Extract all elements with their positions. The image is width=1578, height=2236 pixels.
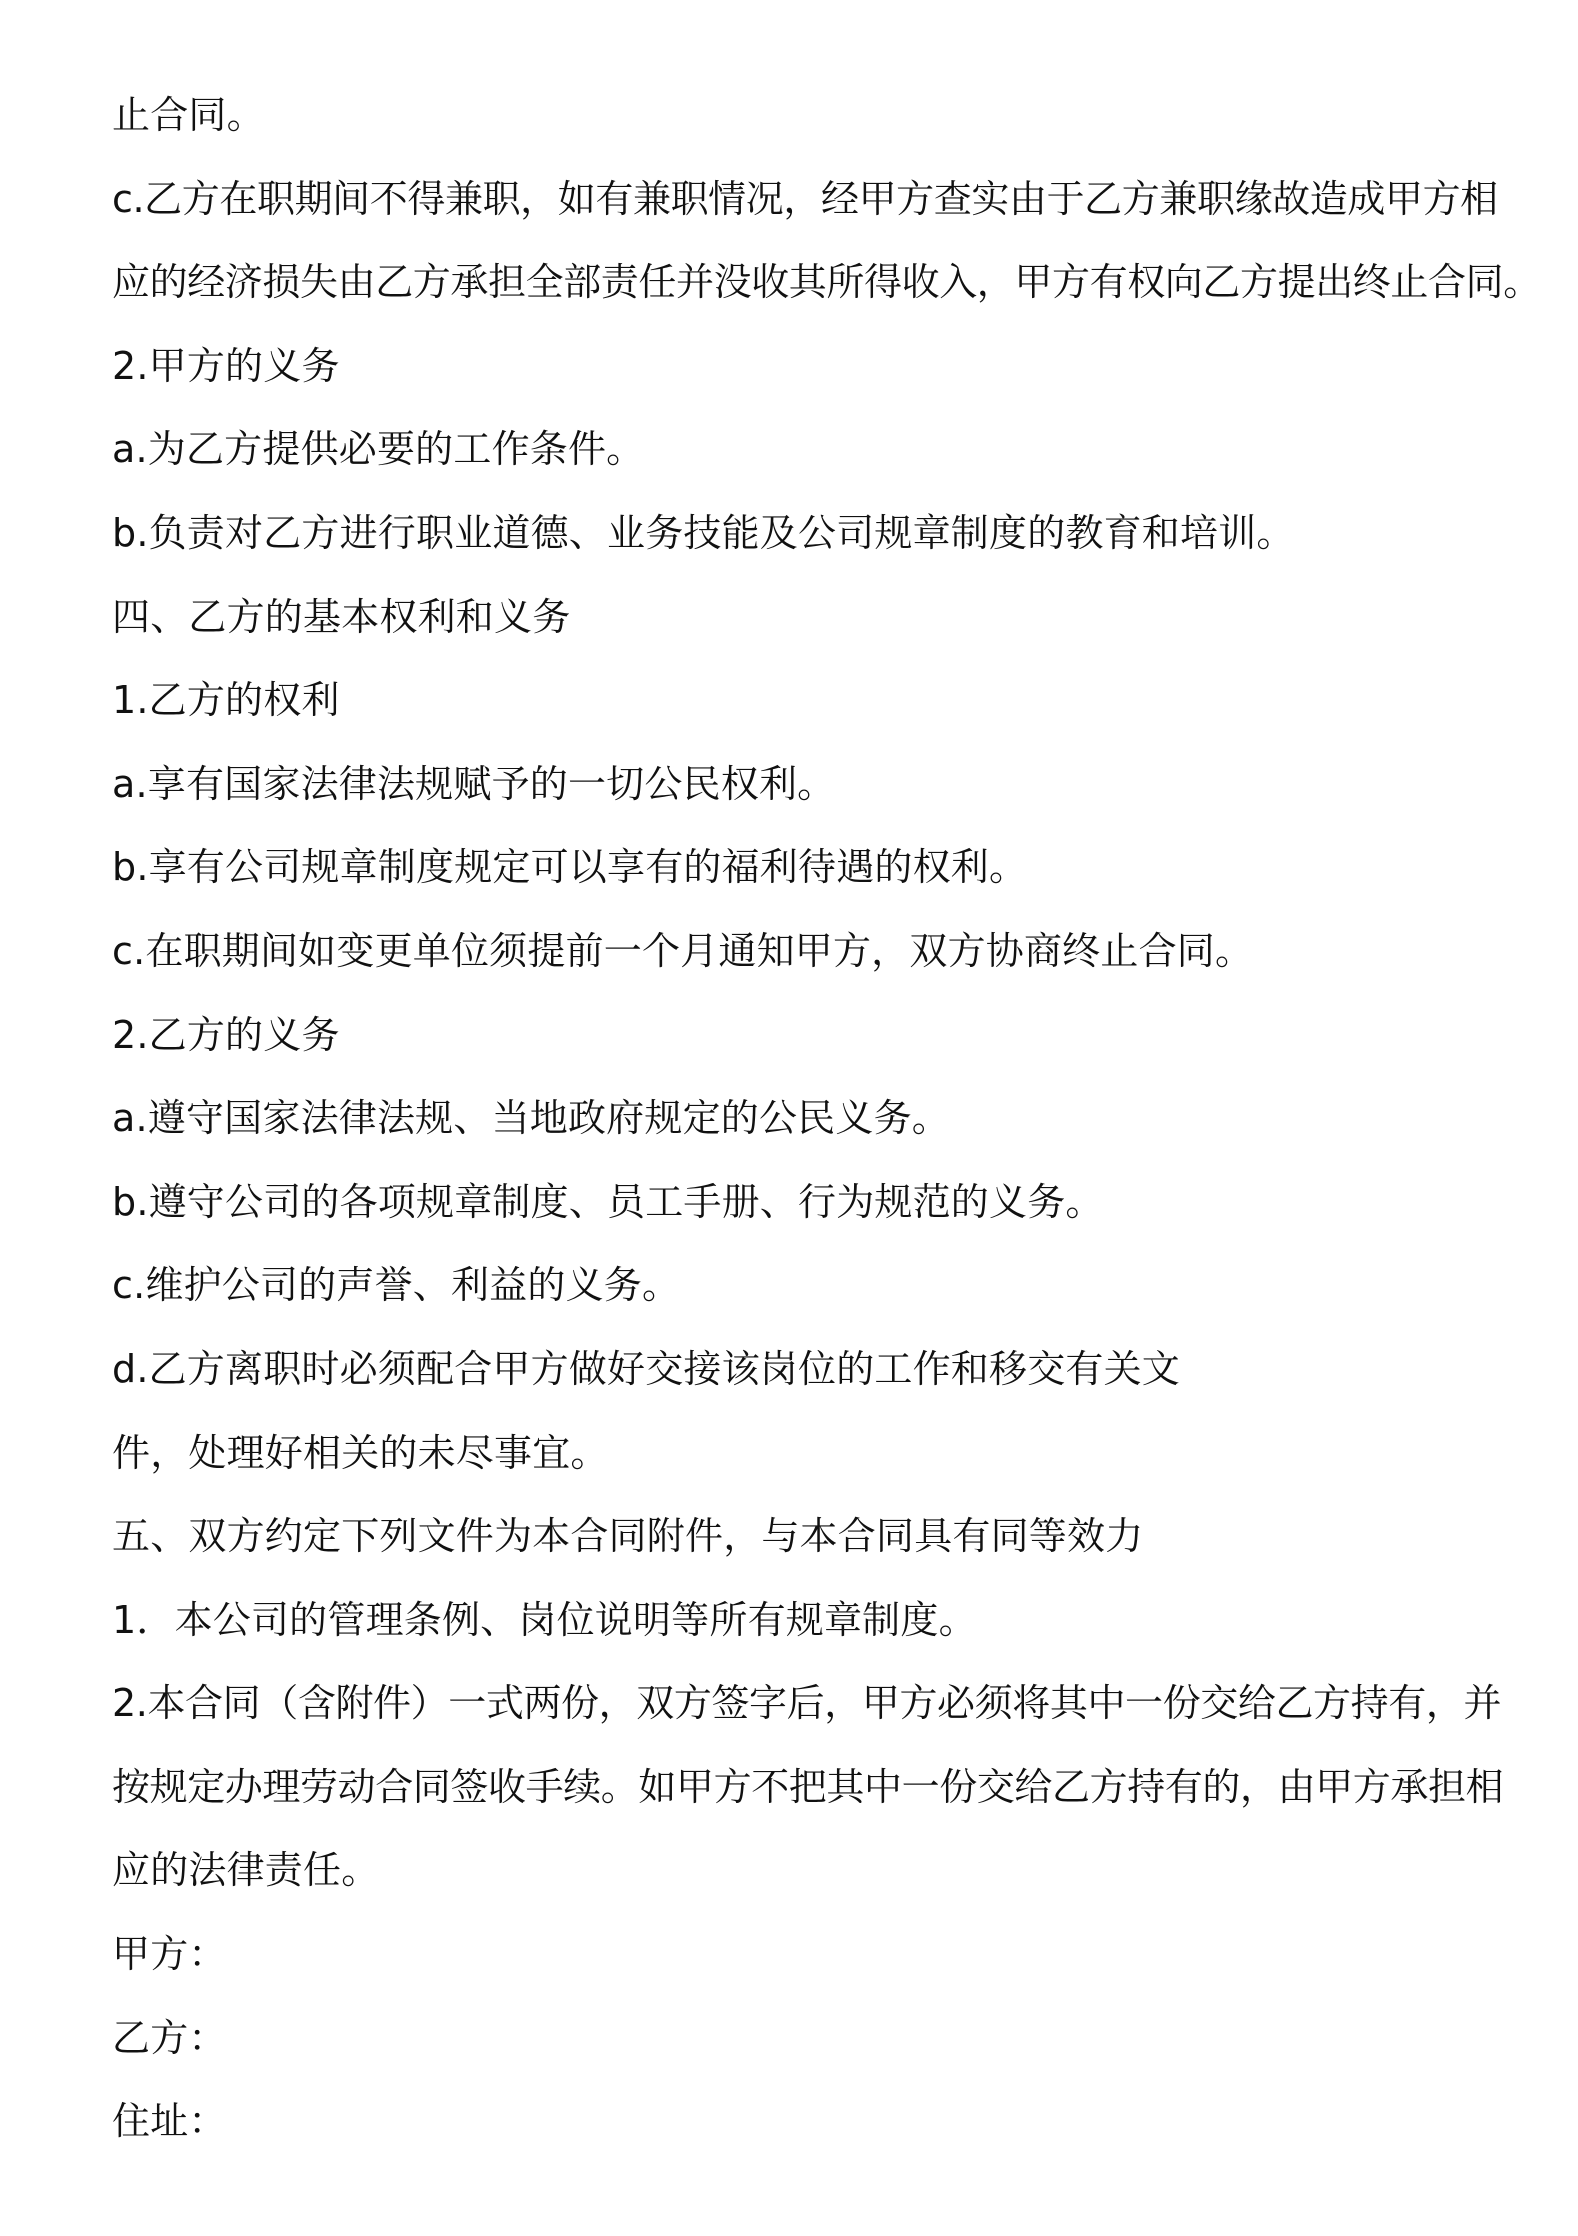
text-line: a.为乙方提供必要的工作条件。 xyxy=(112,427,645,472)
text-line: b.享有公司规章制度规定可以享有的福利待遇的权利。 xyxy=(112,845,1028,890)
text-line: a.遵守国家法律法规、当地政府规定的公民义务。 xyxy=(112,1096,950,1141)
text-line: c.维护公司的声誉、利益的义务。 xyxy=(112,1263,681,1308)
section-heading: 2.乙方的义务 xyxy=(112,1012,340,1057)
address-label: 住址： xyxy=(112,2099,227,2144)
text-line: b.遵守公司的各项规章制度、员工手册、行为规范的义务。 xyxy=(112,1179,1104,1224)
signature-party-b-label: 乙方： xyxy=(112,2015,227,2060)
text-line: 件，处理好相关的未尽事宜。 xyxy=(112,1430,609,1475)
section-heading: 2.甲方的义务 xyxy=(112,343,340,388)
section-heading: 1.乙方的权利 xyxy=(112,678,340,723)
text-line: 1．本公司的管理条例、岗位说明等所有规章制度。 xyxy=(112,1597,977,1642)
section-heading: 四、乙方的基本权利和义务 xyxy=(112,594,571,639)
text-line: c.乙方在职期间不得兼职，如有兼职情况，经甲方查实由于乙方兼职缘故造成甲方相 xyxy=(112,176,1498,221)
text-line: 应的经济损失由乙方承担全部责任并没收其所得收入，甲方有权向乙方提出终止合同。 xyxy=(112,260,1541,305)
section-heading: 五、双方约定下列文件为本合同附件，与本合同具有同等效力 xyxy=(112,1514,1144,1559)
text-line: 按规定办理劳动合同签收手续。如甲方不把其中一份交给乙方持有的，由甲方承担相 xyxy=(112,1764,1504,1809)
text-line: b.负责对乙方进行职业道德、业务技能及公司规章制度的教育和培训。 xyxy=(112,510,1295,555)
text-line: 止合同。 xyxy=(112,93,265,137)
text-line: d.乙方离职时必须配合甲方做好交接该岗位的工作和移交有关文 xyxy=(112,1346,1181,1391)
text-line: 2.本合同（含附件）一式两份，双方签字后，甲方必须将其中一份交给乙方持有，并 xyxy=(112,1681,1502,1726)
contract-text xyxy=(112,74,1541,2164)
text-line: 应的法律责任。 xyxy=(112,1848,380,1893)
signature-party-a-label: 甲方： xyxy=(112,1932,227,1977)
text-line: c.在职期间如变更单位须提前一个月通知甲方，双方协商终止合同。 xyxy=(112,928,1254,973)
text-line: a.享有国家法律法规赋予的一切公民权利。 xyxy=(112,761,836,806)
